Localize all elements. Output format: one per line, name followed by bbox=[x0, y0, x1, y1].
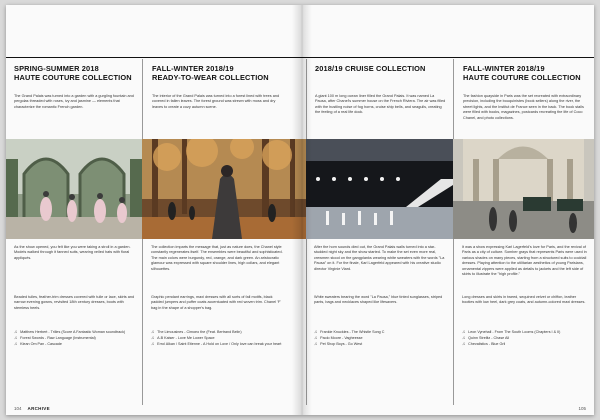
music-note-icon: ♫ bbox=[462, 335, 466, 341]
photo-forest-runway bbox=[142, 139, 306, 239]
collection-intro: The Grand Palais was turned into a garden with a gurgling fountain and pergolas threaded with roses, ivy and jasmine — elements that characterize the romantic French garden. bbox=[14, 94, 134, 109]
collection-description: The collection imparts the message that, just as nature does, the Chanel style constantly regenerates itself. The ensembles were beautiful and sophisticated. The main colors were burgundy, red, orange, and dark green. An aristocratic glamour was expressed with square shoulder lines, high collars, and elegant silhouettes. bbox=[151, 245, 283, 271]
collection-details: Long dresses and skirts in tweed, sequined velvet or chiffon, leather booties with low heel, dark grey coats, and autumn-colored maxi dresses. bbox=[462, 295, 586, 305]
collection-description: After the horn sounds died out, the Grand Palais walls turned into a star-studded night sky and the show started. To make the set even more real, crewmen stood on the gangplanks wearing white sweaters with the words "La Pausa" on it. For the finale, Karl Lagerfeld appeared with his creative studio director Virginie Viard. bbox=[314, 245, 445, 271]
collection-details: White sweaters bearing the word "La Pausa," blue tinted sunglasses, striped pants, bags and necklaces shaped like lifesavers. bbox=[314, 295, 443, 305]
music-track: ♫ Frankie Knuckles - The Whistle Song C bbox=[314, 329, 385, 334]
collection-intro: The interior of the Grand Palais was turned into a forest lined with trees and covered in fallen leaves. The forest ground was strewn with moss and dry leaves to create a cozy autumn scene. bbox=[152, 94, 280, 109]
music-track: ♫ Errol Alkan / Saint Etienne - A Hold on Love / Only love can break your heart bbox=[151, 341, 282, 347]
collection-title: FALL-WINTER 2018/19 READY-TO-WEAR COLLECTION bbox=[152, 64, 269, 82]
music-note-icon: ♫ bbox=[462, 341, 466, 347]
photo-paris-quay bbox=[453, 139, 594, 239]
collection-details: Graphic pendant earrings, maxi dresses with all sorts of fall motifs, black padded jumpers and puffer coats accentuated with red woven trim. Chanel 'F' bag in the shape of a shopper's bag. bbox=[151, 295, 281, 310]
top-rule bbox=[6, 57, 594, 58]
collection-title: SPRING-SUMMER 2018 HAUTE COUTURE COLLECTION bbox=[14, 64, 132, 82]
music-track: ♫ Quinn Strelitz - Chase All bbox=[462, 335, 510, 341]
photo-garden-runway bbox=[6, 139, 142, 239]
music-list bbox=[314, 329, 446, 348]
right-page-footer bbox=[578, 406, 586, 411]
collection-title: 2018/19 CRUISE COLLECTION bbox=[315, 64, 426, 73]
music-note-icon: ♫ bbox=[151, 329, 155, 334]
music-list bbox=[462, 329, 588, 348]
left-page-footer bbox=[14, 406, 50, 411]
music-note-icon: ♫ bbox=[14, 329, 18, 334]
music-track: ♫ Matthew Herbert - Trilles (Score A Fantastic Woman soundtrack) bbox=[14, 329, 126, 334]
music-note-icon: ♫ bbox=[314, 335, 318, 341]
music-track: ♫ Klean Om Pan - Cascade bbox=[14, 341, 62, 347]
music-track: ♫ Leon Vynehall - From The South Looms (Chapters I & II) bbox=[462, 329, 561, 334]
music-list bbox=[14, 329, 138, 348]
music-note-icon: ♫ bbox=[14, 335, 18, 341]
photo-cruise-ship bbox=[306, 139, 453, 239]
music-note-icon: ♫ bbox=[151, 335, 155, 341]
collection-intro: A giant 100 m long ocean liner filled the Grand Palais. It was named La Pausa, after Chanel's summer house on the French Riviera. The air was filled with the hustling noise of fog horns, cruise ship bells, and seagulls, creating the feeling of a real life dock. bbox=[315, 94, 446, 115]
page-number-left: 104 bbox=[14, 406, 22, 411]
music-note-icon: ♫ bbox=[314, 329, 318, 334]
music-list bbox=[151, 329, 285, 348]
collection-details: Beaded tulles, feather-trim dresses covered with tulle or lace, skirts and narrow evening gowns, revisited 18th century dresses, boots with stemless heels. bbox=[14, 295, 135, 310]
runway-photo-band bbox=[6, 139, 594, 239]
music-note-icon: ♫ bbox=[14, 341, 18, 347]
collection-title: FALL-WINTER 2018/19 HAUTE COUTURE COLLECTION bbox=[463, 64, 581, 82]
music-track: ♫ Paolo Moore - Vagheesse bbox=[314, 335, 363, 341]
music-note-icon: ♫ bbox=[462, 329, 466, 334]
music-track: ♫ A.B Kaiser - Love Me Lower Space bbox=[151, 335, 215, 341]
magazine-spread bbox=[6, 5, 594, 415]
section-label: ARCHIVE bbox=[27, 406, 50, 411]
collection-description: As the show opened, you felt like you were taking a stroll in a garden. Models walked through it fanned suits, wearing veiled hats with floral appliqués. bbox=[14, 245, 131, 260]
music-note-icon: ♫ bbox=[314, 341, 318, 347]
page-number-right: 105 bbox=[578, 406, 586, 411]
music-track: ♫ Chevalistics - Blue Gril bbox=[462, 341, 506, 347]
music-track: ♫ Forest Swords - Raw Language (Instrumental) bbox=[14, 335, 96, 341]
collection-description: It was a show expressing Karl Lagerfeld's love for Paris, and the revival of Paris as a city of culture. Somber grays that represents Paris were used in various shades on many pieces, starting from a structured suits to cocktail dresses. Playing attention to the utilitarian aesthetics of young Parisians, ornamental zippers were applied as details to jackets and the left side of skirts to illustrate the "high profile." bbox=[462, 245, 587, 277]
music-note-icon: ♫ bbox=[151, 341, 155, 347]
music-track: ♫ Pet Shop Boys - Go West bbox=[314, 341, 363, 347]
collection-intro: The fashion quayside in Paris was the set recreated with extraordinary precision, including the bouquinistes (book sellers) along the river, the street lights, and the Institut de France seen in the back. The book stalls were filled with books, magazines, postcards recreating the life of Coco Chanel, and photo collections. bbox=[463, 94, 584, 120]
music-track: ♫ The Limousines - Cimoeo the (Feat. Bertrand Belin) bbox=[151, 329, 242, 334]
